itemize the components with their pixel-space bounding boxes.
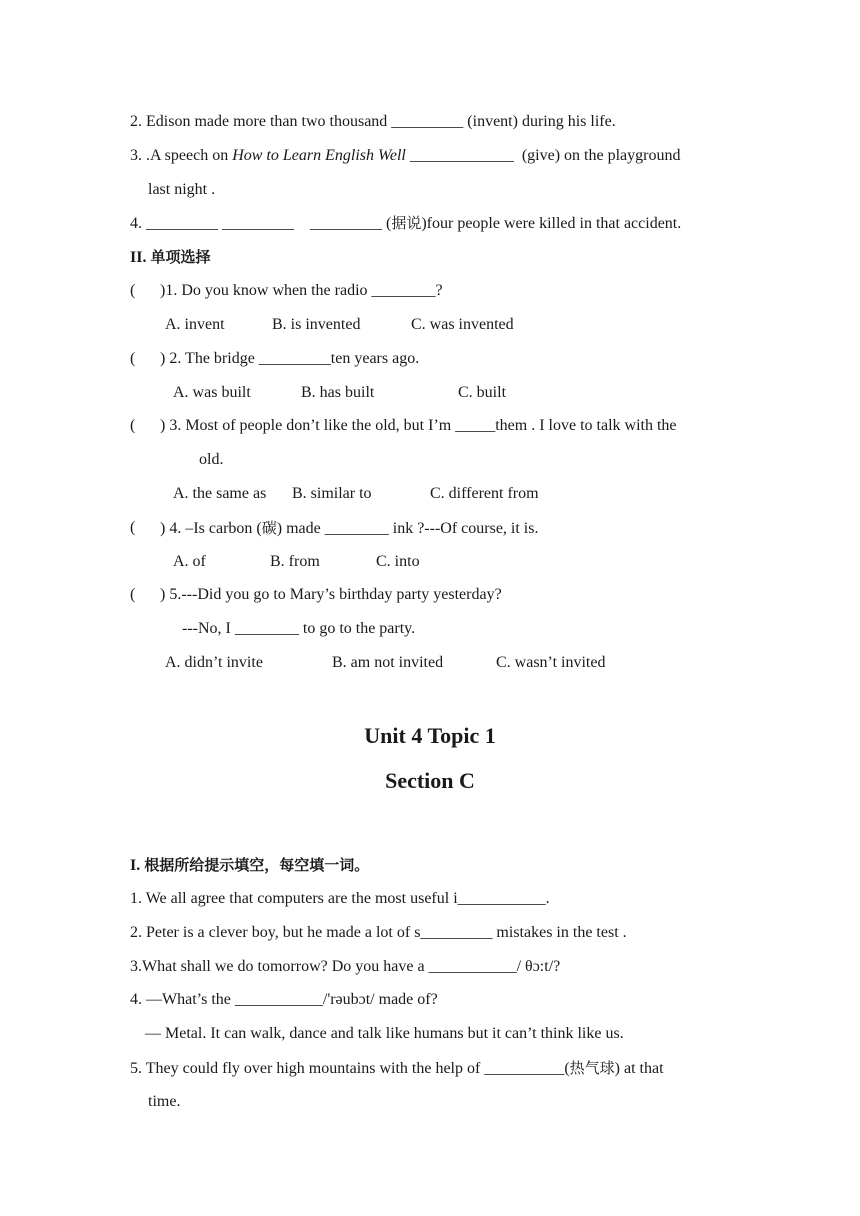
q4-cjk: 据说 (391, 214, 422, 232)
mc4-open-paren: ( (130, 519, 136, 536)
part-2-heading-cjk: 单项选择 (150, 248, 211, 266)
mc5-answer-blank[interactable] (160, 585, 502, 605)
mc4-cjk: 碳 (261, 519, 277, 537)
mc3-continuation: old. (199, 451, 224, 468)
mc1-answer-blank[interactable] (160, 281, 443, 301)
part-2-heading-num: II. (130, 249, 147, 266)
mc5-open-paren: ( (130, 586, 136, 603)
mc4-answer-blank[interactable] (160, 518, 538, 539)
fill-question-5-continuation: time. (148, 1093, 181, 1110)
part-2-heading (130, 247, 210, 268)
mc2-option-c: C. built (458, 384, 507, 401)
q3-text-b: _____________ (give) on the playground (405, 147, 681, 164)
mc2-option-b: B. has built (301, 384, 375, 401)
mc2-text: 2. The bridge _________ten years ago. (165, 350, 420, 367)
mc5-option-c: C. wasn’t invited (496, 654, 606, 671)
fill-question-5 (130, 1058, 664, 1079)
section-title: Section C (385, 768, 475, 793)
unit-title: Unit 4 Topic 1 (364, 723, 496, 748)
mc3-option-b: B. similar to (292, 485, 372, 502)
question-2-invent: 2. Edison made more than two thousand _________ (invent) during his life. (130, 113, 616, 130)
q3-text-a: 3. .A speech on (130, 147, 233, 164)
fill-question-3: 3.What shall we do tomorrow? Do you have a ___________/ θɔ:t/? (130, 958, 561, 975)
q5-text-b: ) at that (614, 1060, 664, 1077)
mc4-close-paren: ) (160, 520, 166, 537)
fill-question-2: 2. Peter is a clever boy, but he made a lot of s_________ mistakes in the test . (130, 924, 627, 941)
mc2-option-a: A. was built (173, 384, 251, 401)
part-3-heading-cjk: 根据所给提示填空，每空填一词。 (144, 856, 370, 874)
mc3-close-paren: ) (160, 417, 166, 434)
q4-text-b: )four people were killed in that accident. (421, 215, 682, 232)
mc4-text-b: ) made ________ ink ?---Of course, it is. (276, 520, 539, 537)
mc3-option-a: A. the same as (173, 485, 267, 502)
fill-question-4-answer: — Metal. It can walk, dance and talk like humans but it can’t think like us. (145, 1025, 624, 1042)
q4-text-a: 4. _________ _________ _________ ( (130, 215, 392, 232)
mc1-option-a: A. invent (165, 316, 225, 333)
mc3-option-c: C. different from (430, 485, 539, 502)
mc2-answer-blank[interactable] (160, 349, 419, 369)
mc2-open-paren: ( (130, 350, 136, 367)
part-3-heading (130, 855, 369, 876)
fill-question-1: 1. We all agree that computers are the most useful i___________. (130, 890, 550, 907)
mc5-continuation: ---No, I ________ to go to the party. (182, 620, 416, 637)
mc5-option-a: A. didn’t invite (165, 654, 263, 671)
question-3-continuation: last night . (148, 181, 216, 198)
question-4-accident (130, 213, 681, 234)
mc1-close-paren: ) (160, 282, 166, 299)
mc5-close-paren: ) (160, 586, 166, 603)
mc4-option-b: B. from (270, 553, 320, 570)
part-3-heading-num: I. (130, 857, 141, 874)
mc3-open-paren: ( (130, 417, 136, 434)
mc4-option-a: A. of (173, 553, 206, 570)
mc3-answer-blank[interactable] (160, 416, 677, 436)
question-3-speech (130, 146, 680, 166)
q5-text-a: 5. They could fly over high mountains with the help of __________( (130, 1060, 570, 1077)
mc1-option-b: B. is invented (272, 316, 361, 333)
fill-question-4: 4. —What’s the ___________/'rəubɔt/ made of? (130, 991, 438, 1008)
mc2-close-paren: ) (160, 350, 166, 367)
mc5-option-b: B. am not invited (332, 654, 444, 671)
mc4-text-a: 4. –Is carbon ( (165, 520, 262, 537)
mc4-option-c: C. into (376, 553, 420, 570)
mc5-text: 5.---Did you go to Mary’s birthday party yesterday? (165, 586, 502, 603)
mc3-text: 3. Most of people don’t like the old, but I’m _____them . I love to talk with the (165, 417, 677, 434)
mc1-text: 1. Do you know when the radio ________? (165, 282, 443, 299)
mc1-open-paren: ( (130, 282, 136, 299)
q3-italic-title: How to Learn English Well (232, 147, 406, 164)
q5-cjk: 热气球 (569, 1059, 615, 1077)
mc1-option-c: C. was invented (411, 316, 514, 333)
